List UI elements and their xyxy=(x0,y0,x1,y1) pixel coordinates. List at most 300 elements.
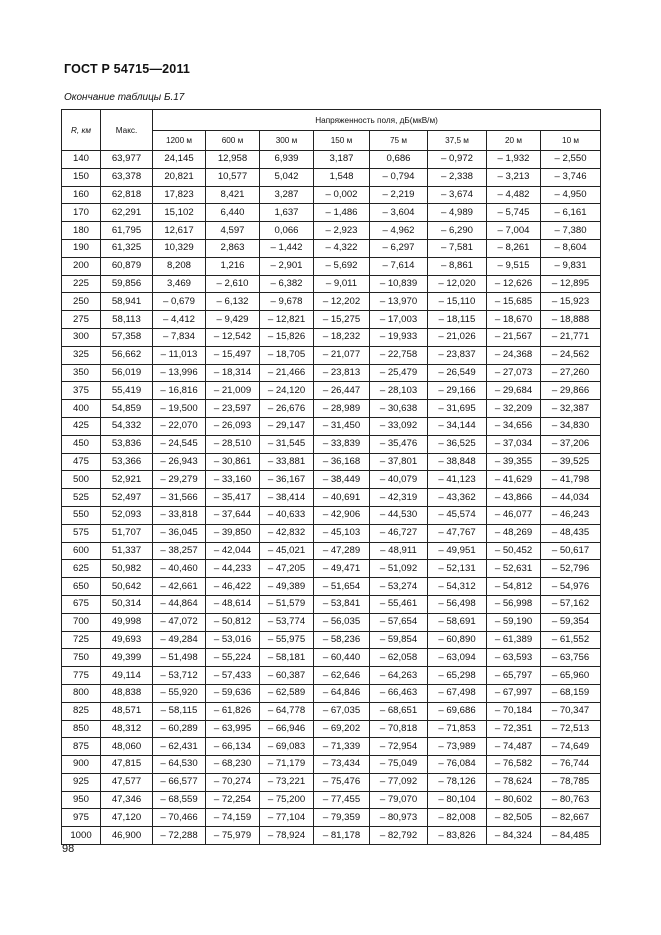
cell-value: – 77,455 xyxy=(314,791,370,809)
cell-value: 3,469 xyxy=(153,275,206,293)
cell-value: – 6,297 xyxy=(370,239,428,257)
cell-value: – 66,577 xyxy=(153,773,206,791)
cell-value: – 1,932 xyxy=(487,151,541,169)
cell-value: – 12,626 xyxy=(487,275,541,293)
cell-value: – 43,362 xyxy=(428,489,487,507)
cell-value: – 52,796 xyxy=(541,560,601,578)
cell-value: – 52,631 xyxy=(487,560,541,578)
cell-max: 58,113 xyxy=(101,311,153,329)
cell-value: – 2,923 xyxy=(314,222,370,240)
cell-value: – 35,417 xyxy=(206,489,260,507)
cell-value: – 9,011 xyxy=(314,275,370,293)
table-row xyxy=(62,649,601,667)
cell-value: – 40,691 xyxy=(314,489,370,507)
cell-value: – 64,530 xyxy=(153,756,206,774)
cell-value: – 63,995 xyxy=(206,720,260,738)
cell-value: – 3,674 xyxy=(428,186,487,204)
cell-max: 48,571 xyxy=(101,702,153,720)
cell-value: 8,421 xyxy=(206,186,260,204)
cell-value: – 15,826 xyxy=(260,328,314,346)
cell-value: – 26,549 xyxy=(428,364,487,382)
cell-value: – 72,954 xyxy=(370,738,428,756)
cell-max: 61,325 xyxy=(101,239,153,257)
cell-value: – 72,513 xyxy=(541,720,601,738)
cell-value: – 4,989 xyxy=(428,204,487,222)
cell-distance: 160 xyxy=(62,186,101,204)
cell-max: 53,836 xyxy=(101,435,153,453)
cell-value: – 55,224 xyxy=(206,649,260,667)
cell-distance: 700 xyxy=(62,613,101,631)
cell-value: 17,823 xyxy=(153,186,206,204)
cell-value: – 55,461 xyxy=(370,595,428,613)
cell-value: – 50,812 xyxy=(206,613,260,631)
cell-value: – 45,021 xyxy=(260,542,314,560)
cell-distance: 225 xyxy=(62,275,101,293)
cell-value: – 49,951 xyxy=(428,542,487,560)
cell-value: – 4,482 xyxy=(487,186,541,204)
cell-value: – 55,975 xyxy=(260,631,314,649)
cell-value: – 24,120 xyxy=(260,382,314,400)
cell-distance: 575 xyxy=(62,524,101,542)
cell-value: – 22,758 xyxy=(370,346,428,364)
cell-value: – 28,510 xyxy=(206,435,260,453)
cell-max: 53,366 xyxy=(101,453,153,471)
cell-value: – 31,545 xyxy=(260,435,314,453)
cell-value: – 2,610 xyxy=(206,275,260,293)
cell-value: – 71,179 xyxy=(260,756,314,774)
cell-value: – 45,103 xyxy=(314,524,370,542)
cell-value: – 6,290 xyxy=(428,222,487,240)
cell-value: – 2,550 xyxy=(541,151,601,169)
cell-value: – 51,092 xyxy=(370,560,428,578)
cell-value: 6,939 xyxy=(260,151,314,169)
cell-value: – 55,920 xyxy=(153,684,206,702)
cell-value: – 27,260 xyxy=(541,364,601,382)
cell-value: – 76,582 xyxy=(487,756,541,774)
cell-value: – 66,946 xyxy=(260,720,314,738)
cell-value: 20,821 xyxy=(153,168,206,186)
cell-value: – 38,414 xyxy=(260,489,314,507)
cell-value: – 31,450 xyxy=(314,417,370,435)
cell-value: – 42,661 xyxy=(153,578,206,596)
cell-value: – 61,552 xyxy=(541,631,601,649)
cell-value: – 50,617 xyxy=(541,542,601,560)
cell-max: 51,337 xyxy=(101,542,153,560)
cell-value: – 53,774 xyxy=(260,613,314,631)
cell-value: – 29,866 xyxy=(541,382,601,400)
cell-max: 48,060 xyxy=(101,738,153,756)
cell-distance: 825 xyxy=(62,702,101,720)
cell-value: – 26,943 xyxy=(153,453,206,471)
cell-max: 50,982 xyxy=(101,560,153,578)
cell-value: – 45,574 xyxy=(428,506,487,524)
table-row xyxy=(62,186,601,204)
cell-max: 62,291 xyxy=(101,204,153,222)
cell-max: 58,941 xyxy=(101,293,153,311)
cell-max: 61,795 xyxy=(101,222,153,240)
cell-distance: 250 xyxy=(62,293,101,311)
cell-value: 5,042 xyxy=(260,168,314,186)
cell-value: – 65,298 xyxy=(428,667,487,685)
table-row xyxy=(62,257,601,275)
cell-value: – 51,498 xyxy=(153,649,206,667)
cell-value: – 77,104 xyxy=(260,809,314,827)
table-row xyxy=(62,827,601,845)
cell-value: – 48,911 xyxy=(370,542,428,560)
cell-distance: 875 xyxy=(62,738,101,756)
cell-distance: 200 xyxy=(62,257,101,275)
cell-value: – 61,826 xyxy=(206,702,260,720)
cell-max: 60,879 xyxy=(101,257,153,275)
cell-max: 52,093 xyxy=(101,506,153,524)
table-header xyxy=(62,110,601,151)
cell-value: – 59,636 xyxy=(206,684,260,702)
cell-value: – 73,434 xyxy=(314,756,370,774)
cell-max: 49,998 xyxy=(101,613,153,631)
cell-max: 49,114 xyxy=(101,667,153,685)
cell-value: – 74,487 xyxy=(487,738,541,756)
cell-value: – 32,387 xyxy=(541,400,601,418)
table-row xyxy=(62,578,601,596)
cell-value: – 7,004 xyxy=(487,222,541,240)
table-row xyxy=(62,524,601,542)
table-row xyxy=(62,506,601,524)
cell-value: – 15,497 xyxy=(206,346,260,364)
cell-value: – 42,906 xyxy=(314,506,370,524)
table-row xyxy=(62,435,601,453)
table-row xyxy=(62,791,601,809)
cell-value: – 70,347 xyxy=(541,702,601,720)
cell-distance: 475 xyxy=(62,453,101,471)
cell-value: – 63,756 xyxy=(541,649,601,667)
header-field-strength: Напряженность поля, дБ(мкВ/м) xyxy=(153,110,601,131)
cell-value: – 36,168 xyxy=(314,453,370,471)
cell-value: – 81,178 xyxy=(314,827,370,845)
cell-value: – 8,861 xyxy=(428,257,487,275)
cell-value: – 12,821 xyxy=(260,311,314,329)
cell-distance: 500 xyxy=(62,471,101,489)
cell-value: – 46,422 xyxy=(206,578,260,596)
cell-value: – 15,110 xyxy=(428,293,487,311)
cell-value: 6,440 xyxy=(206,204,260,222)
cell-value: – 56,498 xyxy=(428,595,487,613)
cell-value: – 10,839 xyxy=(370,275,428,293)
cell-value: – 49,471 xyxy=(314,560,370,578)
cell-value: – 74,649 xyxy=(541,738,601,756)
cell-value: – 47,205 xyxy=(260,560,314,578)
cell-value: – 64,846 xyxy=(314,684,370,702)
cell-value: 0,686 xyxy=(370,151,428,169)
cell-value: – 42,319 xyxy=(370,489,428,507)
cell-value: – 57,162 xyxy=(541,595,601,613)
cell-value: – 27,073 xyxy=(487,364,541,382)
cell-value: – 35,476 xyxy=(370,435,428,453)
cell-value: – 29,279 xyxy=(153,471,206,489)
cell-value: – 58,115 xyxy=(153,702,206,720)
cell-max: 50,314 xyxy=(101,595,153,613)
table-row xyxy=(62,311,601,329)
cell-value: – 51,654 xyxy=(314,578,370,596)
cell-value: – 13,970 xyxy=(370,293,428,311)
cell-value: – 18,705 xyxy=(260,346,314,364)
cell-distance: 150 xyxy=(62,168,101,186)
cell-value: – 16,816 xyxy=(153,382,206,400)
cell-value: – 66,134 xyxy=(206,738,260,756)
cell-value: – 74,159 xyxy=(206,809,260,827)
cell-value: – 15,923 xyxy=(541,293,601,311)
cell-value: – 60,289 xyxy=(153,720,206,738)
cell-distance: 725 xyxy=(62,631,101,649)
cell-value: – 9,429 xyxy=(206,311,260,329)
cell-value: – 19,500 xyxy=(153,400,206,418)
cell-max: 49,399 xyxy=(101,649,153,667)
cell-value: – 28,989 xyxy=(314,400,370,418)
cell-max: 47,346 xyxy=(101,791,153,809)
header-height-col: 1200 м xyxy=(153,131,206,151)
cell-value: – 7,834 xyxy=(153,328,206,346)
cell-value: – 67,498 xyxy=(428,684,487,702)
cell-value: – 56,035 xyxy=(314,613,370,631)
cell-value: – 82,792 xyxy=(370,827,428,845)
cell-value: – 5,745 xyxy=(487,204,541,222)
cell-value: – 40,633 xyxy=(260,506,314,524)
cell-value: – 18,115 xyxy=(428,311,487,329)
cell-value: – 22,070 xyxy=(153,417,206,435)
cell-value: – 68,559 xyxy=(153,791,206,809)
cell-value: – 37,801 xyxy=(370,453,428,471)
cell-distance: 300 xyxy=(62,328,101,346)
cell-value: – 33,839 xyxy=(314,435,370,453)
cell-value: – 75,979 xyxy=(206,827,260,845)
cell-value: – 8,261 xyxy=(487,239,541,257)
cell-value: 24,145 xyxy=(153,151,206,169)
cell-value: – 26,447 xyxy=(314,382,370,400)
table-row xyxy=(62,382,601,400)
table-row xyxy=(62,489,601,507)
cell-value: – 49,389 xyxy=(260,578,314,596)
cell-value: – 52,131 xyxy=(428,560,487,578)
cell-value: – 62,646 xyxy=(314,667,370,685)
cell-value: – 37,034 xyxy=(487,435,541,453)
cell-value: – 80,104 xyxy=(428,791,487,809)
cell-distance: 375 xyxy=(62,382,101,400)
cell-value: – 4,962 xyxy=(370,222,428,240)
cell-distance: 450 xyxy=(62,435,101,453)
cell-value: – 7,581 xyxy=(428,239,487,257)
header-height-col: 20 м xyxy=(487,131,541,151)
cell-value: – 0,002 xyxy=(314,186,370,204)
cell-value: – 46,077 xyxy=(487,506,541,524)
cell-value: – 47,072 xyxy=(153,613,206,631)
cell-value: – 50,452 xyxy=(487,542,541,560)
cell-value: – 82,667 xyxy=(541,809,601,827)
table-row xyxy=(62,613,601,631)
cell-value: – 21,009 xyxy=(206,382,260,400)
cell-value: – 63,593 xyxy=(487,649,541,667)
header-max: Макс. xyxy=(101,110,153,151)
cell-value: – 48,614 xyxy=(206,595,260,613)
cell-value: – 33,881 xyxy=(260,453,314,471)
cell-value: – 26,093 xyxy=(206,417,260,435)
cell-distance: 775 xyxy=(62,667,101,685)
header-height-col: 300 м xyxy=(260,131,314,151)
table-row xyxy=(62,346,601,364)
cell-max: 49,693 xyxy=(101,631,153,649)
table-row xyxy=(62,738,601,756)
cell-value: – 61,389 xyxy=(487,631,541,649)
cell-distance: 525 xyxy=(62,489,101,507)
cell-distance: 600 xyxy=(62,542,101,560)
cell-value: – 47,767 xyxy=(428,524,487,542)
cell-max: 52,921 xyxy=(101,471,153,489)
cell-value: – 70,274 xyxy=(206,773,260,791)
cell-value: – 70,184 xyxy=(487,702,541,720)
cell-value: – 0,972 xyxy=(428,151,487,169)
cell-value: – 37,644 xyxy=(206,506,260,524)
cell-value: – 72,288 xyxy=(153,827,206,845)
cell-value: – 75,200 xyxy=(260,791,314,809)
cell-distance: 925 xyxy=(62,773,101,791)
cell-value: 2,863 xyxy=(206,239,260,257)
cell-value: – 64,778 xyxy=(260,702,314,720)
cell-value: – 56,998 xyxy=(487,595,541,613)
table-body xyxy=(62,151,601,845)
cell-value: – 34,656 xyxy=(487,417,541,435)
cell-value: – 36,525 xyxy=(428,435,487,453)
cell-value: – 59,190 xyxy=(487,613,541,631)
cell-value: 1,637 xyxy=(260,204,314,222)
cell-value: – 66,463 xyxy=(370,684,428,702)
cell-value: – 15,685 xyxy=(487,293,541,311)
cell-distance: 975 xyxy=(62,809,101,827)
cell-distance: 140 xyxy=(62,151,101,169)
cell-value: – 29,147 xyxy=(260,417,314,435)
cell-value: – 67,997 xyxy=(487,684,541,702)
cell-value: – 72,254 xyxy=(206,791,260,809)
cell-value: – 21,567 xyxy=(487,328,541,346)
cell-max: 47,815 xyxy=(101,756,153,774)
cell-value: – 65,797 xyxy=(487,667,541,685)
cell-value: – 68,651 xyxy=(370,702,428,720)
cell-value: – 6,161 xyxy=(541,204,601,222)
cell-value: – 59,354 xyxy=(541,613,601,631)
cell-value: – 9,678 xyxy=(260,293,314,311)
cell-max: 62,818 xyxy=(101,186,153,204)
cell-max: 55,419 xyxy=(101,382,153,400)
cell-value: – 65,960 xyxy=(541,667,601,685)
cell-value: – 4,322 xyxy=(314,239,370,257)
table-row xyxy=(62,417,601,435)
cell-value: – 76,084 xyxy=(428,756,487,774)
cell-value: – 37,206 xyxy=(541,435,601,453)
cell-value: – 58,181 xyxy=(260,649,314,667)
cell-value: – 44,530 xyxy=(370,506,428,524)
cell-max: 48,312 xyxy=(101,720,153,738)
cell-value: – 46,727 xyxy=(370,524,428,542)
cell-value: – 67,035 xyxy=(314,702,370,720)
cell-distance: 750 xyxy=(62,649,101,667)
header-height-col: 150 м xyxy=(314,131,370,151)
cell-value: – 24,562 xyxy=(541,346,601,364)
cell-value: – 9,515 xyxy=(487,257,541,275)
cell-value: – 54,812 xyxy=(487,578,541,596)
cell-value: – 38,848 xyxy=(428,453,487,471)
table-row xyxy=(62,204,601,222)
page-number: 98 xyxy=(62,843,75,855)
cell-distance: 350 xyxy=(62,364,101,382)
cell-value: – 40,079 xyxy=(370,471,428,489)
cell-value: – 31,695 xyxy=(428,400,487,418)
cell-value: – 23,837 xyxy=(428,346,487,364)
cell-value: – 34,830 xyxy=(541,417,601,435)
cell-distance: 850 xyxy=(62,720,101,738)
cell-value: – 18,314 xyxy=(206,364,260,382)
cell-value: – 39,355 xyxy=(487,453,541,471)
cell-value: – 3,213 xyxy=(487,168,541,186)
cell-value: – 47,289 xyxy=(314,542,370,560)
cell-value: – 71,853 xyxy=(428,720,487,738)
cell-value: – 12,020 xyxy=(428,275,487,293)
cell-value: – 68,230 xyxy=(206,756,260,774)
cell-value: – 84,324 xyxy=(487,827,541,845)
cell-max: 63,378 xyxy=(101,168,153,186)
table-row xyxy=(62,151,601,169)
cell-distance: 950 xyxy=(62,791,101,809)
cell-value: – 79,070 xyxy=(370,791,428,809)
cell-max: 63,977 xyxy=(101,151,153,169)
cell-value: – 63,094 xyxy=(428,649,487,667)
cell-value: – 44,034 xyxy=(541,489,601,507)
cell-value: – 11,013 xyxy=(153,346,206,364)
table-row xyxy=(62,400,601,418)
table-row xyxy=(62,328,601,346)
cell-value: – 34,144 xyxy=(428,417,487,435)
cell-value: – 36,045 xyxy=(153,524,206,542)
cell-distance: 675 xyxy=(62,595,101,613)
cell-value: – 60,890 xyxy=(428,631,487,649)
cell-value: – 64,263 xyxy=(370,667,428,685)
cell-value: – 42,044 xyxy=(206,542,260,560)
cell-value: – 53,016 xyxy=(206,631,260,649)
cell-value: – 53,841 xyxy=(314,595,370,613)
cell-value: – 30,638 xyxy=(370,400,428,418)
cell-value: – 25,479 xyxy=(370,364,428,382)
cell-value: 3,187 xyxy=(314,151,370,169)
cell-distance: 170 xyxy=(62,204,101,222)
table-row xyxy=(62,293,601,311)
table-row xyxy=(62,453,601,471)
cell-value: – 3,604 xyxy=(370,204,428,222)
cell-distance: 275 xyxy=(62,311,101,329)
cell-value: – 8,604 xyxy=(541,239,601,257)
header-r: R, км xyxy=(62,110,101,151)
cell-value: – 41,629 xyxy=(487,471,541,489)
cell-value: – 7,614 xyxy=(370,257,428,275)
cell-value: – 24,545 xyxy=(153,435,206,453)
cell-value: – 62,589 xyxy=(260,684,314,702)
header-height-col: 10 м xyxy=(541,131,601,151)
table-row xyxy=(62,595,601,613)
cell-value: 15,102 xyxy=(153,204,206,222)
table-row xyxy=(62,773,601,791)
cell-max: 56,662 xyxy=(101,346,153,364)
cell-max: 54,332 xyxy=(101,417,153,435)
cell-value: – 80,973 xyxy=(370,809,428,827)
cell-value: – 15,275 xyxy=(314,311,370,329)
cell-max: 52,497 xyxy=(101,489,153,507)
cell-value: – 21,026 xyxy=(428,328,487,346)
cell-value: – 78,924 xyxy=(260,827,314,845)
